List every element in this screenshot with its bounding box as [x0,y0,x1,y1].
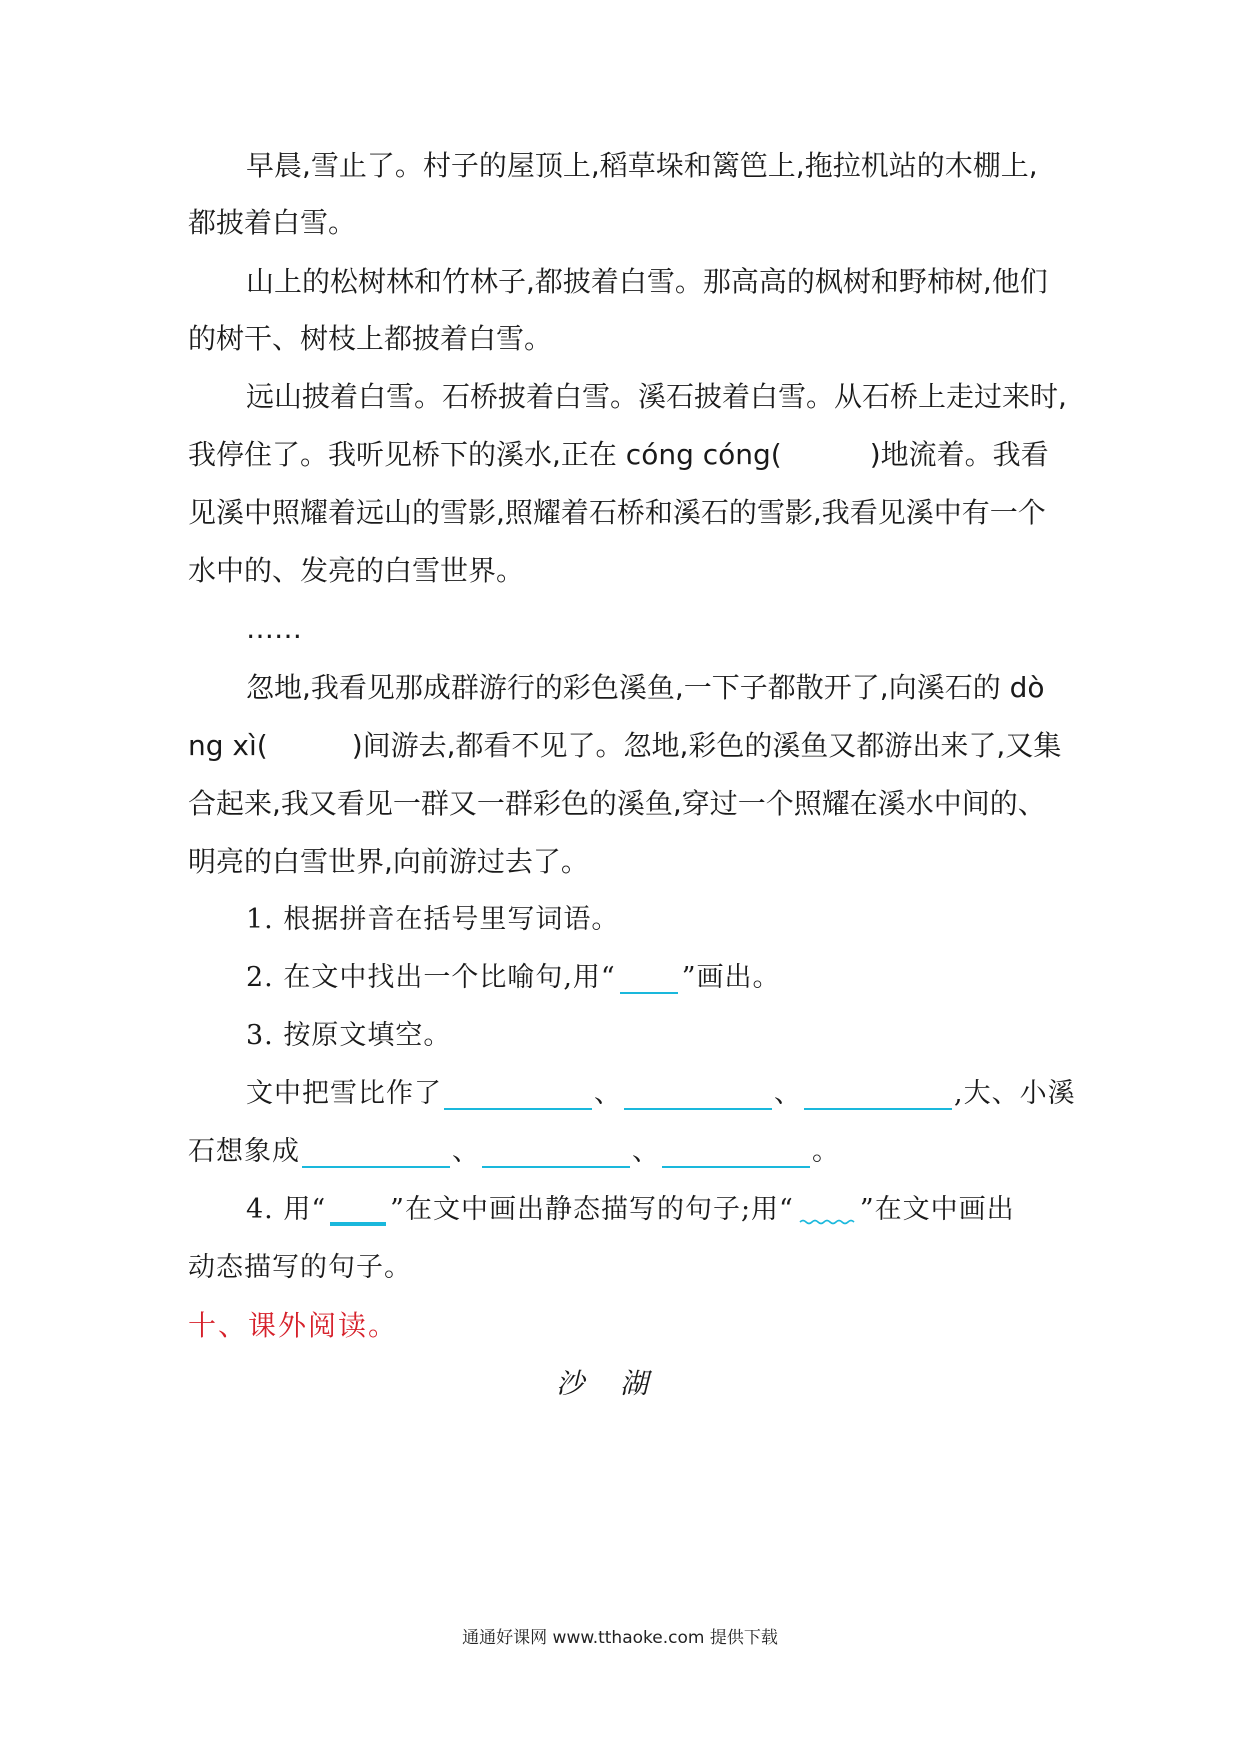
passage-p4-line4: 明亮的白雪世界,向前游过去了。 [188,845,589,878]
passage-p3-line1: 远山披着白雪。石桥披着白雪。溪石披着白雪。从石桥上走过来时, [246,380,1067,413]
question-3-fill-line2 [188,1132,1088,1172]
passage-p3-line2 [188,435,1088,475]
question-2-end: ”画出。 [681,962,781,993]
separator-4: 、 [632,1136,660,1167]
question-2 [246,958,1146,998]
question-4-start: 4. 用“ [246,1194,327,1225]
passage-p1-line2: 都披着白雪。 [188,206,357,239]
question-4-middle: ”在文中画出静态描写的句子;用“ [390,1194,794,1225]
section-heading: 十、课外阅读。 [188,1309,399,1342]
question-4-end: ”在文中画出 [859,1194,1015,1225]
question-4 [246,1190,1146,1230]
fill-blank-4[interactable] [302,1136,450,1168]
fill-blank-1[interactable] [444,1078,592,1110]
question-3-fill-line1 [246,1074,1146,1114]
passage-ellipsis: …… [246,612,302,645]
separator-3: 、 [452,1136,480,1167]
passage-p3-line2-end: )地流着。我看 [869,438,1049,471]
question-4-line2: 动态描写的句子。 [188,1252,412,1283]
passage-p4-line2 [188,726,1088,766]
passage-p3-line4: 水中的、发亮的白雪世界。 [188,554,525,587]
question-3-line2-end: 。 [812,1136,840,1167]
question-3: 3. 按原文填空。 [246,1020,452,1051]
question-3-line2-start: 石想象成 [188,1136,300,1167]
bold-underline-mark [330,1192,386,1226]
passage-p1-line1: 早晨,雪止了。村子的屋顶上,稻草垛和篱笆上,拖拉机站的木棚上, [246,149,1038,182]
passage-p4-line2-end: )间游去,都看不见了。忽地,彩色的溪鱼又都游出来了,又集 [351,729,1062,762]
question-2-start: 2. 在文中找出一个比喻句,用“ [246,962,616,993]
question-3-line1-end: ,大、小溪 [954,1078,1076,1109]
passage-p4-line2-start: ng xì( [188,729,268,762]
straight-underline-mark [620,962,678,994]
passage-p3-line3: 见溪中照耀着远山的雪影,照耀着石桥和溪石的雪影,我看见溪中有一个 [188,496,1046,529]
separator-1: 、 [594,1078,622,1109]
passage-p4-line3: 合起来,我又看见一群又一群彩色的溪鱼,穿过一个照耀在溪水中间的、 [188,787,1046,820]
article-title: 沙湖 [555,1367,684,1400]
fill-blank-2[interactable] [624,1078,772,1110]
page-footer: 通通好课网 www.tthaoke.com 提供下载 [462,1628,778,1648]
passage-p3-line2-start: 我停住了。我听见桥下的溪水,正在 cóng cóng( [188,438,782,471]
fill-blank-3[interactable] [804,1078,952,1110]
passage-p2-line1: 山上的松树林和竹林子,都披着白雪。那高高的枫树和野柿树,他们 [246,265,1048,298]
passage-p2-line2: 的树干、树枝上都披着白雪。 [188,322,553,355]
wavy-underline-mark [798,1196,856,1226]
passage-p4-line1: 忽地,我看见那成群游行的彩色溪鱼,一下子都散开了,向溪石的 dò [246,671,1045,704]
question-1: 1. 根据拼音在括号里写词语。 [246,904,620,935]
separator-2: 、 [774,1078,802,1109]
fill-blank-5[interactable] [482,1136,630,1168]
fill-blank-6[interactable] [662,1136,810,1168]
question-3-line1-start: 文中把雪比作了 [246,1078,442,1109]
